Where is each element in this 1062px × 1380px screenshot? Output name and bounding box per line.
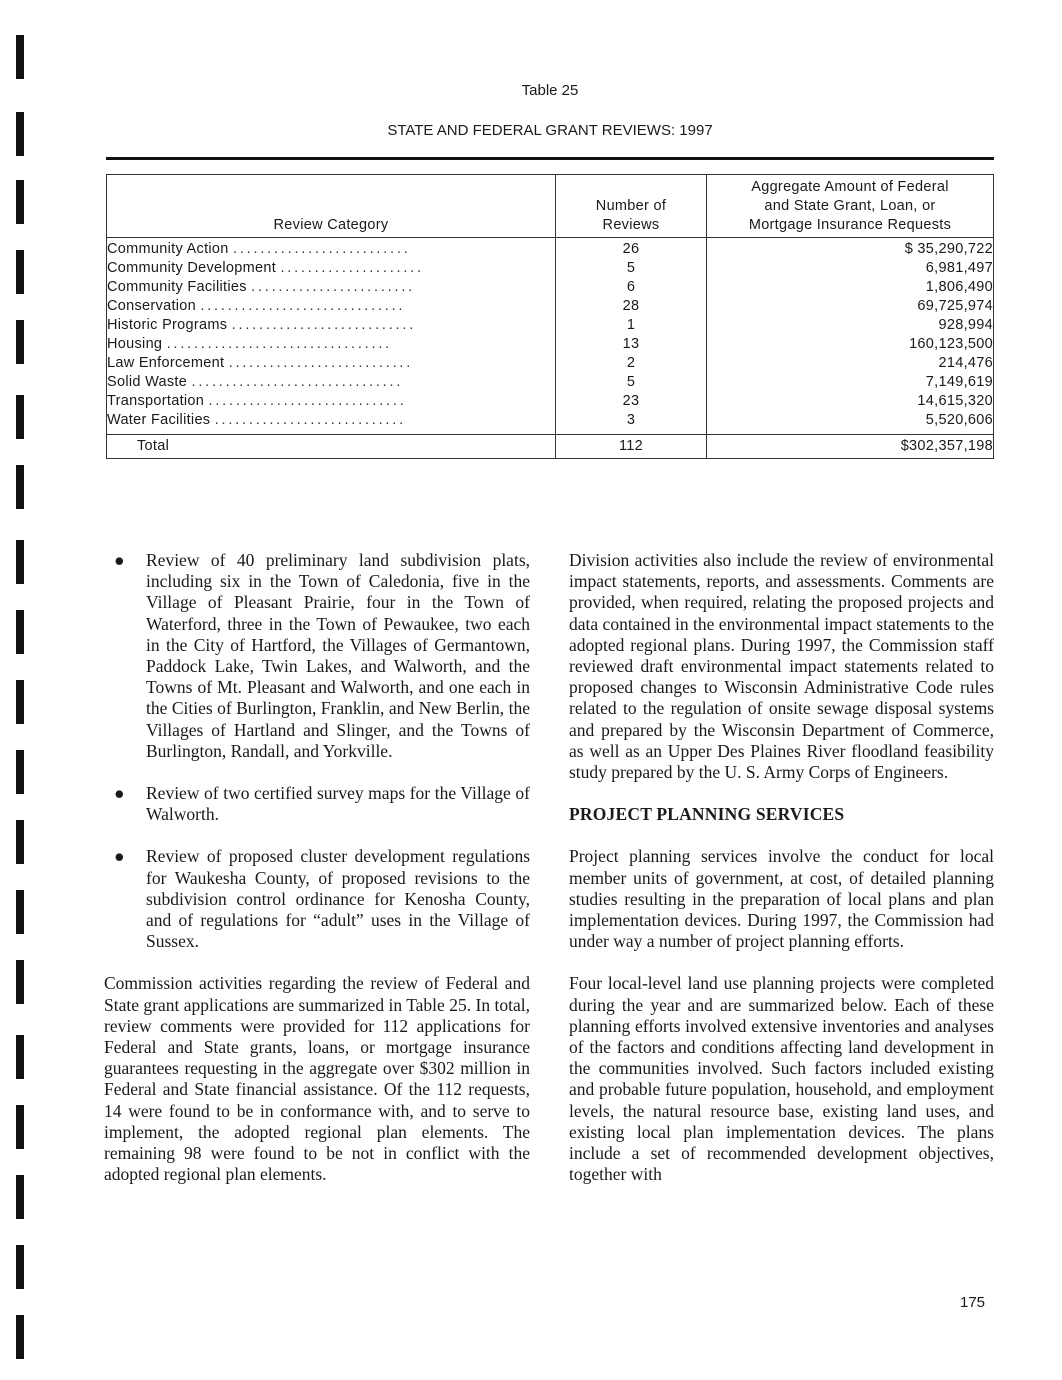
binding-mark	[16, 1245, 24, 1289]
table-header-row	[107, 175, 994, 238]
table-row: Transportation ............................. 23 14,615,320	[107, 393, 993, 409]
table-row: Law Enforcement ........................... 2 214,476	[107, 355, 993, 371]
bullet-item: ● Review of 40 preliminary land subdivision plats, including six in the Town of Caledonia, five in the Village of Pleasant Prairie, four in the Town of Waterford, three in the Town of Pewaukee, two each in the City of Hartford, the Villages of Germantown, Paddock Lake, Twin Lakes, and Walworth, and the Towns of Mt. Pleasant and Walworth, and one each in the Cities of Burlington, Franklin, and New Berlin, the Villages of Hartland and Slinger, and the Towns of Burlington, Randall, and Yorkville.	[114, 550, 530, 761]
left-column	[104, 550, 530, 1206]
grant-review-paragraph: Commission activities regarding the review of Federal and State grant applications are summarized in Table 25. In total, review comments were provided for 112 applications for Federal and State grants, loans, or mortgage insurance guarantees requesting in the aggregate over $302 million in Federal and State financial assistance. Of the 112 requests, 14 were found to be in conformance with, and to serve to implement, the adopted regional plan elements. The remaining 98 were found to be not in conflict with the adopted regional plan elements.	[104, 973, 530, 1185]
bullet-icon: ●	[114, 783, 125, 804]
header-number-of-reviews: Number of Reviews	[556, 175, 707, 238]
binding-mark	[16, 750, 24, 794]
binding-mark	[16, 680, 24, 724]
land-use-paragraph: Four local-level land use planning projects were completed during the year and are summarized below. Each of these planning efforts involved extensive inventories and analyses of the factors and conditions affecting land development in the communities involved. Such factors included existing and probable future population, household, and employment levels, the natural resource base, existing land uses, and existing local plan implementation devices. The plans include a set of recommended development objectives, together with	[569, 973, 994, 1185]
binding-mark	[16, 1315, 24, 1359]
title-rule	[106, 157, 994, 160]
binding-mark	[16, 960, 24, 1004]
bullet-icon: ●	[114, 550, 125, 570]
table-total-row: Total 112 $302,357,198	[107, 435, 994, 459]
header-aggregate-amount: Aggregate Amount of Federal and State Grant, Loan, or Mortgage Insurance Requests	[707, 175, 994, 238]
grant-reviews-table	[106, 174, 994, 459]
table-row: Community Facilities ........................ 6 1,806,490	[107, 279, 993, 295]
table-row: Historic Programs ........................... 1 928,994	[107, 317, 993, 333]
table-title: Table 25	[521, 82, 579, 99]
table-row: Housing ................................. 13 160,123,500	[107, 336, 993, 352]
table-row: Community Development ..................... 5 6,981,497	[107, 260, 993, 276]
header-review-category: Review Category	[107, 175, 556, 238]
page-number: 175	[960, 1294, 986, 1311]
binding-mark	[16, 1035, 24, 1079]
bullet-item: ● Review of proposed cluster development regulations for Waukesha County, of proposed revisions to the subdivision control ordinance for Kenosha County, and of regulations for “adult” uses in the Village of Sussex.	[114, 846, 530, 952]
table-row: Water Facilities ............................ 3 5,520,606	[107, 411, 994, 435]
project-planning-paragraph: Project planning services involve the conduct for local member units of government, at cost, of detailed planning studies resulting in the preparation of local plans and plan implementation devices. During 1997, the Commission had under way a number of project planning efforts.	[569, 846, 994, 952]
section-heading: PROJECT PLANNING SERVICES	[569, 804, 845, 825]
table-subtitle: STATE AND FEDERAL GRANT REVIEWS: 1997	[387, 122, 713, 139]
binding-mark	[16, 610, 24, 654]
binding-mark	[16, 890, 24, 934]
binding-mark	[16, 465, 24, 509]
binding-mark	[16, 1175, 24, 1219]
binding-mark	[16, 1105, 24, 1149]
table-row: Conservation .............................. 28 69,725,974	[107, 298, 993, 314]
eis-review-paragraph: Division activities also include the review of environmental impact statements, reports, and assessments. Comments are provided, when required, relating the proposed projects and data contained in the environmental impact statements to the adopted regional plans. During 1997, the Commission staff reviewed draft environmental impact statements related to proposed changes to Wisconsin Administrative Code rules related to the regulation of onsite sewage disposal systems and prepared by the Wisconsin Department of Commerce, as well as an Upper Des Plaines River floodland feasibility study prepared by the U. S. Army Corps of Engineers.	[569, 550, 994, 783]
right-column	[569, 550, 994, 1206]
binding-mark	[16, 250, 24, 294]
bullet-item: ● Review of two certified survey maps for the Village of Walworth.	[114, 783, 530, 825]
table-row: Solid Waste ............................... 5 7,149,619	[107, 374, 993, 390]
binding-mark	[16, 820, 24, 864]
binding-mark	[16, 395, 24, 439]
binding-mark	[16, 35, 24, 79]
bullet-icon: ●	[114, 846, 125, 867]
binding-mark	[16, 180, 24, 224]
binding-mark	[16, 540, 24, 584]
table-row: Community Action .......................... 26 $ 35,290,722	[107, 238, 994, 260]
binding-mark	[16, 320, 24, 364]
